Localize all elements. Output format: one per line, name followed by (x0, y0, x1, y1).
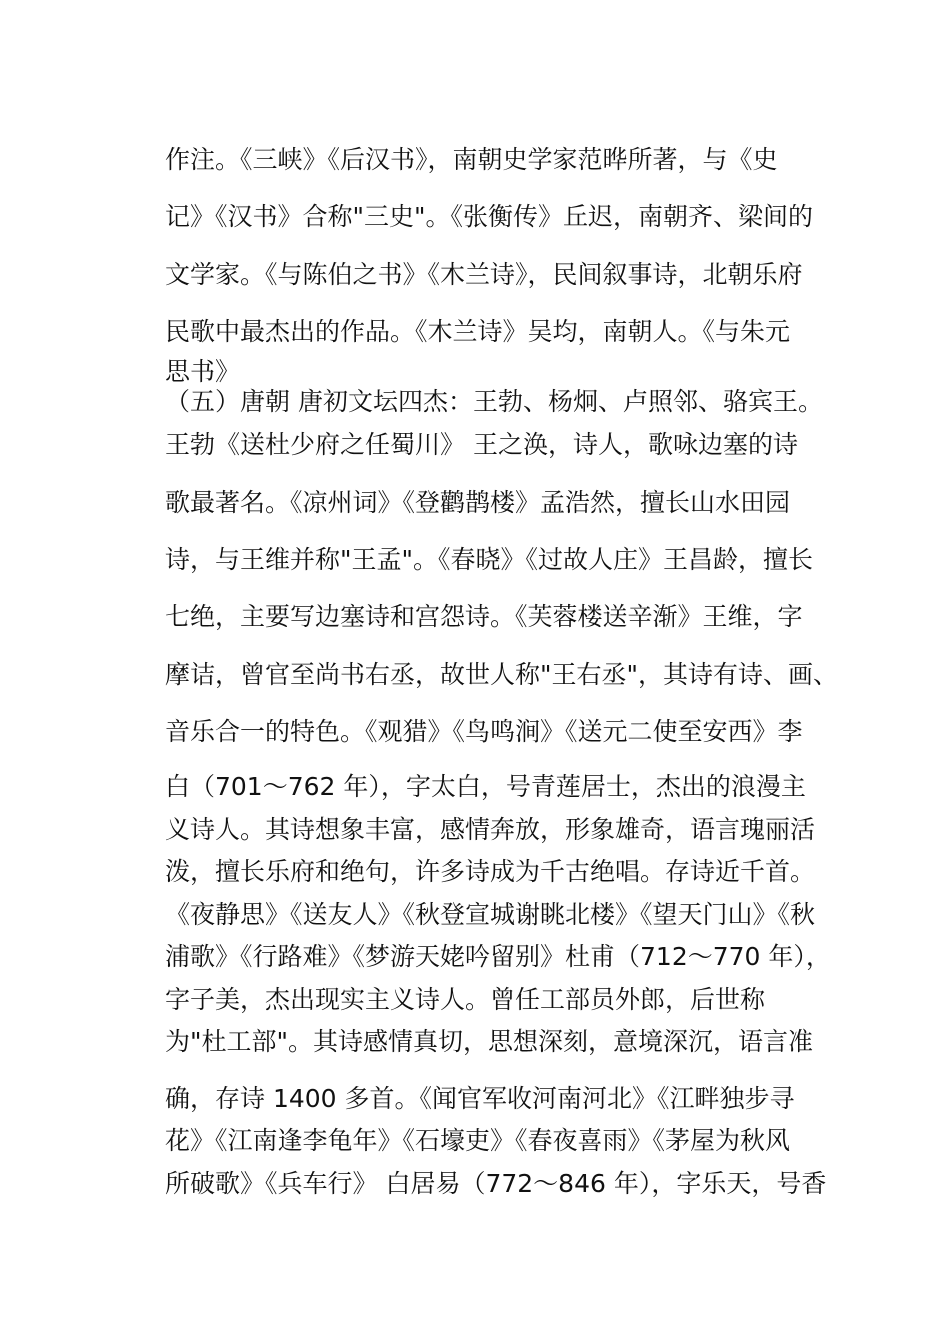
text-line-18: 字子美，杰出现实主义诗人。曾任工部员外郎，后世称 (165, 985, 766, 1014)
text-line-13: 白（701～762 年），字太白，号青莲居士，杰出的浪漫主 (165, 772, 806, 801)
text-line-7: 王勃《送杜少府之任蜀川》 王之涣，诗人，歌咏边塞的诗 (165, 430, 798, 459)
text-line-14: 义诗人。其诗想象丰富，感情奔放，形象雄奇，语言瑰丽活 (165, 815, 816, 844)
text-line-15: 泼，擅长乐府和绝句，许多诗成为千古绝唱。存诗近千首。 (165, 857, 816, 886)
text-line-3: 文学家。《与陈伯之书》《木兰诗》，民间叙事诗，北朝乐府 (165, 260, 803, 289)
text-line-1: 作注。《三峡》《后汉书》，南朝史学家范晔所著，与《史 (165, 145, 778, 174)
text-line-10: 七绝，主要写边塞诗和宫怨诗。《芙蓉楼送辛渐》王维，字 (165, 602, 803, 631)
text-line-16: 《夜静思》《送友人》《秋登宣城谢眺北楼》《望天门山》《秋 (165, 900, 816, 929)
text-line-12: 音乐合一的特色。《观猎》《鸟鸣涧》《送元二使至安西》李 (165, 717, 803, 746)
text-line-11: 摩诘，曾官至尚书右丞，故世人称"王右丞"，其诗有诗、画、 (165, 660, 839, 689)
text-line-22: 所破歌》《兵车行》 白居易（772～846 年），字乐天，号香 (165, 1169, 827, 1198)
text-line-4: 民歌中最杰出的作品。《木兰诗》吴均，南朝人。《与朱元 (165, 317, 791, 346)
text-line-19: 为"杜工部"。其诗感情真切，思想深刻，意境深沉，语言准 (165, 1027, 814, 1056)
text-line-17: 浦歌》《行路难》《梦游天姥吟留别》杜甫（712～770 年）， (165, 942, 831, 971)
text-line-5: 思书》 (165, 357, 241, 386)
text-line-9: 诗，与王维并称"王孟"。《春晓》《过故人庄》王昌龄，擅长 (165, 545, 814, 574)
text-line-6: （五）唐朝 唐初文坛四杰：王勃、杨炯、卢照邻、骆宾王。 (165, 387, 823, 416)
text-line-21: 花》《江南逢李龟年》《石壕吏》《春夜喜雨》《茅屋为秋风 (165, 1126, 791, 1155)
text-line-8: 歌最著名。《凉州词》《登鹳鹊楼》孟浩然，擅长山水田园 (165, 488, 791, 517)
text-line-20: 确，存诗 1400 多首。《闻官军收河南河北》《江畔独步寻 (165, 1084, 795, 1113)
text-line-2: 记》《汉书》合称"三史"。《张衡传》丘迟，南朝齐、梁间的 (165, 202, 814, 231)
